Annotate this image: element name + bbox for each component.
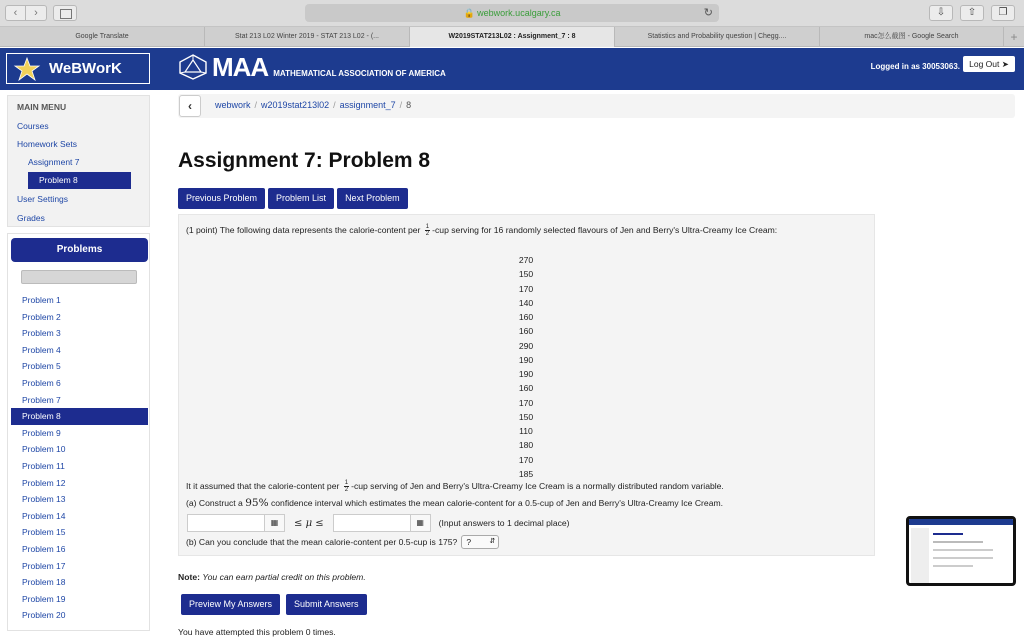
problem-list-item[interactable]: Problem 19	[22, 593, 66, 604]
data-value: 170	[518, 454, 534, 465]
browser-tab[interactable]: Statistics and Probability question | Chegg....	[615, 27, 820, 47]
star-icon	[13, 57, 41, 81]
data-value: 190	[518, 354, 534, 365]
breadcrumb-current: 8	[406, 100, 412, 110]
problem-list-item[interactable]: Problem 12	[22, 477, 66, 488]
problems-panel	[7, 233, 150, 631]
menu-homework-sets-link[interactable]: Homework Sets	[17, 139, 77, 149]
part-a-text: (a) Construct a 95% confidence interval which estimates the mean calorie-content for a 0.5-cup of Jen and Berry's Ultra-Creamy Ice Cream.	[186, 497, 724, 509]
assumption-text: It it assumed that the calorie-content per $\frac{1}{2}$ -cup serving of Jen and Berry's Ultra-Creamy Ice Cream is a normally distributed random variable.	[186, 480, 724, 493]
problem-intro	[186, 223, 866, 239]
nav-buttons	[5, 5, 47, 21]
data-value: 290	[518, 340, 534, 351]
browser-tab[interactable]: Stat 213 L02 Winter 2019 - STAT 213 L02 - (...	[205, 27, 410, 47]
data-value: 110	[519, 426, 533, 436]
menu-current-problem[interactable]: Problem 8	[28, 172, 131, 189]
preview-answers-button[interactable]: Preview My Answers	[181, 594, 280, 615]
inequality: ≤ μ ≤	[294, 517, 324, 529]
menu-assignment-link[interactable]: Assignment 7	[28, 157, 80, 167]
breadcrumb: ‹ webwork / w2019stat213l02 / assignment_7 / 8	[178, 94, 1015, 118]
share-icon[interactable]: ⇧	[960, 5, 984, 21]
problem-list-item[interactable]: Problem 4	[22, 344, 61, 355]
reload-icon[interactable]: ↻	[703, 7, 713, 19]
logout-label: Log Out	[969, 59, 1000, 69]
confidence-level: 95%	[245, 497, 269, 509]
data-value: 170	[518, 283, 534, 294]
menu-courses-link[interactable]: Courses	[17, 121, 49, 131]
problems-heading: Problems	[11, 238, 148, 262]
download-icon[interactable]: ⇩	[929, 5, 953, 21]
problem-list-item[interactable]: Problem 2	[22, 311, 61, 322]
back-arrow-icon[interactable]: ‹	[5, 5, 26, 21]
upper-bound-input[interactable]	[333, 514, 411, 532]
part-b	[186, 535, 499, 549]
main-menu-heading: MAIN MENU	[17, 102, 67, 112]
part-b-select[interactable]: ? ⇵	[461, 535, 499, 549]
problem-list-item[interactable]: Problem 17	[22, 560, 66, 571]
address-text: webwork.ucalgary.ca	[477, 8, 561, 18]
problems-list	[11, 292, 148, 624]
lower-bound-input[interactable]	[187, 514, 265, 532]
back-chevron-icon[interactable]: ‹	[179, 95, 201, 117]
part-b-text: (b) Can you conclude that the mean calorie-content per 0.5-cup is 175?	[186, 537, 458, 547]
data-value: 140	[518, 297, 534, 308]
data-value: 185	[518, 468, 534, 479]
problem-list-item[interactable]: Problem 18	[22, 577, 66, 588]
problem-list-item[interactable]: Problem 15	[22, 527, 66, 538]
data-value: 170	[518, 397, 534, 408]
problem-list-item[interactable]: Problem 6	[22, 377, 61, 388]
data-value: 160	[518, 383, 534, 394]
breadcrumb-course[interactable]: w2019stat213l02	[261, 100, 330, 110]
browser-toolbar	[0, 0, 1024, 27]
problem-list-button[interactable]: Problem List	[268, 188, 334, 209]
submit-answers-button[interactable]: Submit Answers	[286, 594, 367, 615]
browser-tab[interactable]: W2019STAT213L02 : Assignment_7 : 8	[410, 27, 615, 47]
submit-row	[181, 594, 367, 615]
data-value: 160	[518, 326, 534, 337]
tabs-overview-icon[interactable]: ❐	[991, 5, 1015, 21]
screenshot-thumbnail[interactable]	[906, 516, 1016, 586]
maa-title: MAA	[212, 52, 269, 82]
address-bar[interactable]	[305, 4, 719, 22]
page-title: Assignment 7: Problem 8	[178, 149, 431, 172]
data-value: 190	[518, 369, 534, 379]
next-problem-button[interactable]: Next Problem	[337, 188, 408, 209]
maa-subtitle: MATHEMATICAL ASSOCIATION OF AMERICA	[273, 69, 446, 78]
data-value: 150	[518, 411, 534, 422]
data-value: 270	[518, 255, 534, 265]
lock-icon: 🔒	[463, 8, 475, 18]
menu-grades-link[interactable]: Grades	[17, 213, 45, 223]
browser-tab[interactable]: Google Translate	[0, 27, 205, 47]
problem-list-item[interactable]: Problem 10	[22, 444, 66, 455]
problem-list-item[interactable]: Problem 7	[22, 394, 61, 405]
problem-list-item[interactable]: Problem 1	[22, 295, 61, 305]
webwork-logo[interactable]	[6, 53, 150, 84]
problem-list-item[interactable]: Problem 9	[22, 427, 61, 438]
browser-tab[interactable]: mac怎么截图 - Google Search	[820, 27, 1004, 47]
logout-button[interactable]	[963, 56, 1015, 72]
main-menu	[7, 95, 150, 227]
problem-list-item[interactable]: Problem 5	[22, 361, 61, 372]
attempts-text: You have attempted this problem 0 times.	[178, 627, 336, 637]
site-header	[0, 48, 1024, 90]
previous-problem-button[interactable]: Previous Problem	[178, 188, 265, 209]
breadcrumb-set[interactable]: assignment_7	[339, 100, 396, 110]
problems-filter-input[interactable]	[21, 270, 137, 284]
problem-list-item[interactable]: Problem 3	[22, 328, 61, 339]
fraction-half: $\frac{1}{2}$	[425, 224, 430, 238]
data-values	[506, 253, 546, 481]
intro-text-start: (1 point) The following data represents the calorie-content per	[186, 225, 421, 235]
math-keyboard-icon-2[interactable]: ▦	[411, 514, 431, 532]
problem-list-item[interactable]: Problem 8	[11, 408, 148, 425]
problem-nav	[178, 188, 408, 209]
problem-list-item[interactable]: Problem 20	[22, 610, 66, 621]
answer-hint: (Input answers to 1 decimal place)	[438, 518, 570, 528]
maa-icosahedron-icon	[178, 54, 208, 80]
problem-list-item[interactable]: Problem 13	[22, 494, 66, 505]
problem-list-item[interactable]: Problem 14	[22, 510, 66, 521]
sidebar-toggle-icon[interactable]	[53, 5, 77, 21]
logged-in-text: Logged in as 30053063.	[870, 62, 960, 71]
intro-text-end: -cup serving for 16 randomly selected flavours of Jen and Berry's Ultra-Creamy Ice Cream:	[432, 225, 778, 235]
answer-row	[187, 514, 570, 532]
logout-icon: ➤	[1001, 59, 1009, 69]
webwork-logo-text: WeBWorK	[49, 60, 122, 77]
data-value: 160	[518, 312, 534, 322]
forward-arrow-icon[interactable]: ›	[26, 5, 47, 21]
maa-logo[interactable]	[178, 54, 446, 80]
select-arrows-icon: ⇵	[489, 538, 496, 545]
tab-bar	[0, 27, 1024, 47]
problem-list-item[interactable]: Problem 11	[22, 460, 65, 471]
new-tab-icon[interactable]: +	[1010, 30, 1018, 44]
partial-credit-note: Note: You can earn partial credit on this problem.	[178, 572, 366, 582]
breadcrumb-root[interactable]: webwork	[215, 100, 251, 110]
data-value: 150	[518, 269, 534, 280]
data-value: 180	[518, 440, 534, 451]
fraction-half-2: $\frac{1}{2}$	[344, 480, 349, 493]
math-keyboard-icon[interactable]: ▦	[265, 514, 285, 532]
problem-list-item[interactable]: Problem 16	[22, 543, 66, 554]
problem-body	[178, 214, 875, 556]
menu-user-settings-link[interactable]: User Settings	[17, 194, 69, 204]
